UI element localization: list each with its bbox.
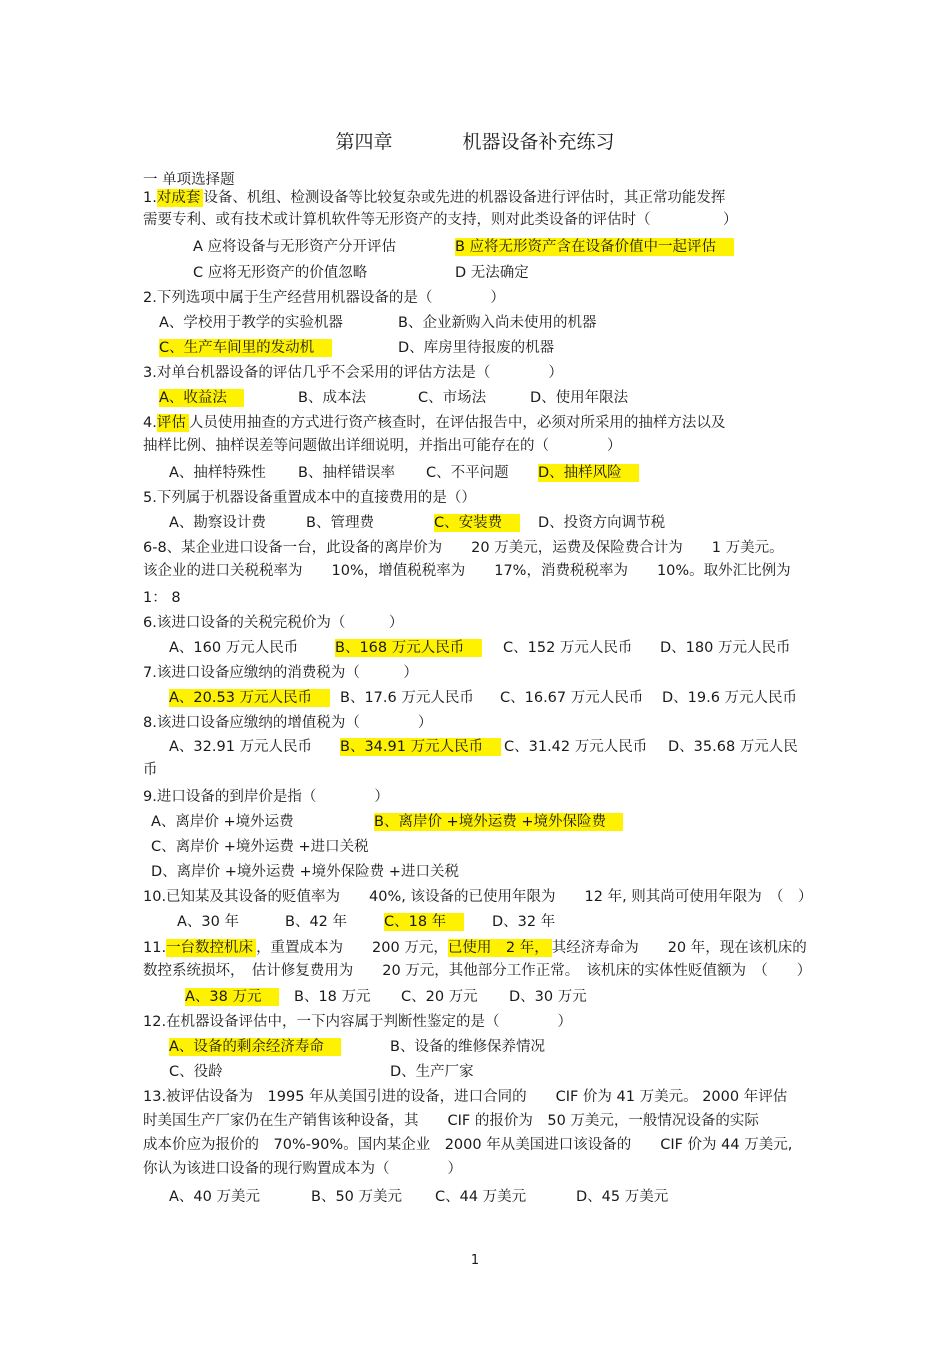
text-run: D、32 年 (492, 914, 556, 930)
text-line (169, 738, 312, 757)
text-run: C、16.67 万元人民币 (500, 690, 644, 706)
highlighted-answer: 评估 (157, 414, 189, 432)
text-run: A、40 万美元 (169, 1189, 260, 1205)
text-run: 人员使用抽查的方式进行资产核查时，在评估报告中，必须对所采用的抽样方法以及 (188, 415, 726, 431)
text-line (169, 689, 330, 708)
text-line (143, 539, 784, 558)
text-line (185, 988, 279, 1007)
text-line (390, 1063, 474, 1082)
text-line (530, 389, 628, 408)
text-line (538, 514, 665, 533)
page-title (0, 130, 950, 154)
highlighted-answer: A、20.53 万元人民币 (169, 689, 330, 707)
text-run: 10.已知某及其设备的贬值率为 40%, 该设备的已使用年限为 12 年, 则其尚可使用年限为 （ ） (143, 889, 813, 905)
text-run: C、不平问题 (426, 465, 509, 481)
text-line (340, 738, 501, 757)
text-line (143, 939, 807, 958)
text-line (193, 264, 367, 283)
text-run: A、30 年 (177, 914, 239, 930)
text-line (504, 738, 647, 757)
text-line (143, 437, 622, 456)
highlighted-answer: A、38 万元 (185, 988, 279, 1006)
text-line (143, 962, 811, 981)
highlighted-answer: B 应将无形资产含在设备价值中一起评估 (455, 238, 734, 256)
highlighted-answer: A、设备的剩余经济寿命 (169, 1038, 341, 1056)
text-run: 成本价应为报价的 70%-90%。国内某企业 2000 年从美国进口该设备的 CIF 价为 44 万美元, (143, 1137, 793, 1153)
text-run: D、使用年限法 (530, 390, 629, 406)
highlighted-answer: 对成套 (157, 189, 204, 207)
highlighted-answer: A、收益法 (159, 389, 244, 407)
highlighted-answer: 一台数控机床 (166, 939, 256, 957)
text-line (538, 464, 639, 483)
text-line (435, 1188, 526, 1207)
highlighted-answer: B、离岸价 +境外运费 +境外保险费 (374, 813, 623, 831)
highlighted-answer: D、抽样风险 (538, 464, 639, 482)
text-run: D、35.68 万元人民 (668, 739, 798, 755)
text-run: ，重置成本为 200 万元， (256, 940, 448, 956)
text-run: 12.在机器设备评估中，一下内容属于判断性鉴定的是（ ） (143, 1014, 573, 1030)
text-run: 6.该进口设备的关税完税价为（ ） (143, 615, 404, 631)
text-run: 4. (143, 415, 157, 431)
text-line (668, 738, 798, 757)
text-run: 1： 8 (143, 590, 181, 606)
text-run: D、生产厂家 (390, 1064, 474, 1080)
text-run: 该企业的进口关税税率为 10%，增值税税率为 17%，消费税税率为 10%。取外汇比例为 (143, 563, 791, 579)
text-run: B、管理费 (306, 515, 374, 531)
text-line (426, 464, 509, 483)
text-line (384, 913, 464, 932)
text-line (298, 464, 395, 483)
text-run: B、42 年 (285, 914, 348, 930)
text-line (398, 314, 596, 333)
text-line (159, 389, 244, 408)
text-line (143, 364, 563, 383)
text-line (492, 913, 555, 932)
text-run: C、市场法 (418, 390, 487, 406)
text-line (159, 314, 343, 333)
text-run: A、抽样特殊性 (169, 465, 266, 481)
text-line (143, 589, 181, 608)
text-line (576, 1188, 668, 1207)
text-run: 时美国生产厂家仍在生产销售该种设备，其 CIF 的报价为 50 万美元，一般情况设备的实际 (143, 1113, 759, 1129)
text-run: A 应将设备与无形资产分开评估 (193, 239, 397, 255)
highlighted-answer: 已使用 2 年， (448, 939, 552, 957)
text-line (306, 514, 374, 533)
text-line (193, 238, 396, 257)
text-run: D、180 万元人民币 (660, 640, 791, 656)
text-run: B、企业新购入尚未使用的机器 (398, 315, 597, 331)
text-run: D 无法确定 (455, 265, 529, 281)
text-line (143, 289, 505, 308)
text-line (660, 639, 790, 658)
text-run: A、离岸价 +境外运费 (151, 814, 294, 830)
text-line (143, 788, 389, 807)
text-run: D、投资方向调节税 (538, 515, 666, 531)
text-line (401, 988, 478, 1007)
text-line (374, 813, 623, 832)
text-line (143, 414, 725, 433)
text-run: 需要专利、或有技术或计算机软件等无形资产的支持，则对此类设备的评估时（ ） (143, 212, 738, 228)
text-line (398, 339, 554, 358)
text-run: B、18 万元 (294, 989, 371, 1005)
text-line (143, 1088, 787, 1107)
text-run: D、30 万元 (509, 989, 587, 1005)
text-line (418, 389, 486, 408)
text-run: 设备、机组、检测设备等比较复杂或先进的机器设备进行评估时，其正常功能发挥 (203, 190, 726, 206)
text-run: C、20 万元 (401, 989, 478, 1005)
text-run: 7.该进口设备应缴纳的消费税为（ ） (143, 665, 418, 681)
text-line (143, 888, 813, 907)
text-run: B、50 万美元 (311, 1189, 403, 1205)
text-run: B、抽样错误率 (298, 465, 395, 481)
text-line (143, 562, 791, 581)
highlighted-answer: C、安装费 (434, 514, 520, 532)
text-run: D、19.6 万元人民币 (662, 690, 798, 706)
text-line (503, 639, 632, 658)
text-run: D、45 万美元 (576, 1189, 669, 1205)
chapter-name: 机器设备补充练习 (462, 131, 615, 153)
text-run: 8.该进口设备应缴纳的增值税为（ ） (143, 715, 433, 731)
text-line (298, 389, 366, 408)
text-line (143, 1160, 462, 1179)
text-line (455, 264, 529, 283)
text-run: 9.进口设备的到岸价是指（ ） (143, 789, 389, 805)
text-line (294, 988, 371, 1007)
text-run: B、设备的维修保养情况 (390, 1039, 545, 1055)
text-line (662, 689, 797, 708)
text-run: 5.下列属于机器设备重置成本中的直接费用的是（） (143, 490, 476, 506)
page-number: 1 (470, 1253, 480, 1268)
text-line (151, 838, 369, 857)
text-line (177, 913, 239, 932)
text-line (143, 211, 738, 230)
text-run: C、44 万美元 (435, 1189, 527, 1205)
text-line (143, 714, 432, 733)
text-line (143, 664, 418, 683)
text-line (159, 339, 332, 358)
text-line (143, 1013, 572, 1032)
text-run: 13.被评估设备为 1995 年从美国引进的设备，进口合同的 CIF 价为 41 万美元。 2000 年评估 (143, 1089, 788, 1105)
text-line (169, 1188, 260, 1207)
text-line (143, 1112, 759, 1131)
text-line (509, 988, 587, 1007)
highlighted-answer: C、18 年 (384, 913, 464, 931)
text-line (151, 863, 459, 882)
text-line (335, 639, 482, 658)
text-line (143, 761, 158, 780)
text-line (169, 1063, 223, 1082)
text-run: B、成本法 (298, 390, 366, 406)
text-run: 币 (143, 762, 158, 778)
text-line (143, 1136, 792, 1155)
text-run: C、离岸价 +境外运费 +进口关税 (151, 839, 369, 855)
text-run: A、160 万元人民币 (169, 640, 299, 656)
text-run: C、31.42 万元人民币 (504, 739, 648, 755)
text-run: A、学校用于教学的实验机器 (159, 315, 343, 331)
text-line (285, 913, 347, 932)
text-run: D、库房里待报废的机器 (398, 340, 555, 356)
highlighted-answer: B、34.91 万元人民币 (340, 738, 501, 756)
text-run: 数控系统损坏， 估计修复费用为 20 万元，其他部分工作正常。 该机床的实体性贬值额为 （ ） (143, 963, 812, 979)
text-line (169, 1038, 341, 1057)
text-line (169, 464, 266, 483)
text-run: 你认为该进口设备的现行购置成本为（ ） (143, 1161, 462, 1177)
highlighted-answer: C、生产车间里的发动机 (159, 339, 332, 357)
text-run: C、役龄 (169, 1064, 223, 1080)
text-line (500, 689, 643, 708)
highlighted-answer: B、168 万元人民币 (335, 639, 482, 657)
text-run: C 应将无形资产的价值忽略 (193, 265, 368, 281)
text-run: B、17.6 万元人民币 (340, 690, 474, 706)
text-line (143, 489, 476, 508)
text-run: A、32.91 万元人民币 (169, 739, 313, 755)
text-line (151, 813, 294, 832)
text-line (311, 1188, 402, 1207)
text-line (169, 514, 266, 533)
text-run: 2.下列选项中属于生产经营用机器设备的是（ ） (143, 290, 505, 306)
text-run: A、勘察设计费 (169, 515, 266, 531)
text-line (340, 689, 474, 708)
text-line (434, 514, 520, 533)
text-run: 11. (143, 940, 167, 956)
text-run: 抽样比例、抽样误差等问题做出详细说明，并指出可能存在的（ ） (143, 438, 622, 454)
text-line (143, 614, 403, 633)
text-run: 6-8、某企业进口设备一台，此设备的离岸价为 20 万美元，运费及保险费合计为 1 万美元。 (143, 540, 784, 556)
text-line (390, 1038, 545, 1057)
text-run: C、152 万元人民币 (503, 640, 633, 656)
text-run: D、离岸价 +境外运费 +境外保险费 +进口关税 (151, 864, 459, 880)
section-heading: 一 单项选择题 (143, 172, 235, 188)
chapter-label: 第四章 (335, 131, 393, 153)
text-line (143, 189, 725, 208)
text-run: 其经济寿命为 20 年，现在该机床的 (551, 940, 807, 956)
text-line (455, 238, 734, 257)
text-run: 3.对单台机器设备的评估几乎不会采用的评估方法是（ ） (143, 365, 563, 381)
text-line (169, 639, 298, 658)
text-run: 1. (143, 190, 157, 206)
